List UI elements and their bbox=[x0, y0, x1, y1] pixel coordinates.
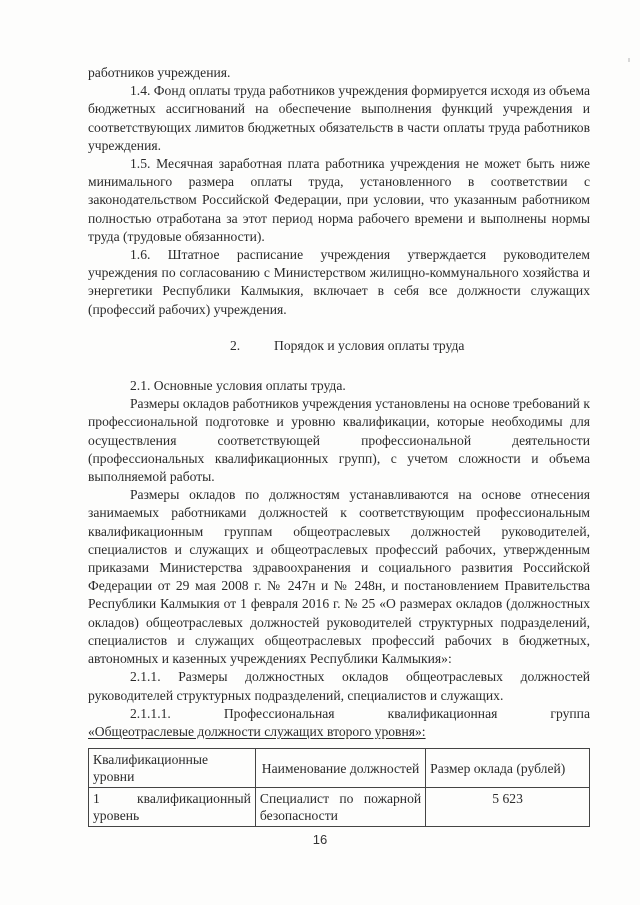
table-row bbox=[89, 788, 590, 827]
table-cell-salary: 5 623 bbox=[426, 788, 590, 827]
salary-table bbox=[88, 748, 590, 827]
paragraph-1-5: 1.5. Месячная заработная плата работника учреждения не может быть ниже минимального размера оплаты труда, установленного в соответствии с законодательством Российской Федерации, при условии, что указанным работником полностью отработана за этот период норма рабочего времени и выполнены нормы труда (трудовые обязанности). bbox=[88, 156, 590, 244]
paragraph-salary-basis: Размеры окладов работников учреждения установлены на основе требований к профессиональной подготовке и уровню квалификации, которые необходимы для осуществления соответствующей профессиональной деятельности (профессиональных квалификационных групп), с учетом сложности и объема выполняемой работы. bbox=[88, 396, 590, 485]
paragraph-2-1: 2.1. Основные условия оплаты труда. bbox=[130, 378, 346, 394]
scan-edge-mark bbox=[628, 58, 630, 62]
table-header-positions: Наименование должностей bbox=[255, 749, 425, 788]
table-header-salary: Размер оклада (рублей) bbox=[426, 749, 590, 788]
table-cell-position: Специалист по пожарной безопасности bbox=[255, 788, 425, 827]
section-heading bbox=[88, 337, 590, 355]
section-number: 2. bbox=[230, 337, 241, 353]
paragraph-carryover: работников учреждения. bbox=[88, 65, 231, 80]
page-number: 16 bbox=[312, 832, 328, 847]
paragraph-position-salaries: Размеры окладов по должностям устанавливаются на основе отнесения занимаемых работниками должностей к соответствующим профессиональным квалификационным группам общеотраслевых должностей руководителей, специалистов и служащих и общеотраслевых профессий рабочих, утвержденным приказами Министерства здравоохранения и социального развития Российской Федерации от 29 мая 2008 г. № 247н и № 248н, и постановлением Правительства Республики Калмыкия от 1 февраля 2016 г. № 25 «О размерах окладов (должностных окладов) общеотраслевых должностей руководителей структурных подразделений, специалистов и служащих общеотраслевых профессий рабочих в бюджетных, автономных и казенных учреждениях Республики Калмыкия»: bbox=[88, 487, 590, 667]
qualification-group-title: «Общеотраслевые должности служащих второго уровня»: bbox=[88, 723, 426, 739]
document-body bbox=[88, 64, 590, 741]
section-title: Порядок и условия оплаты труда bbox=[274, 337, 465, 353]
paragraph-2-1-1-1: 2.1.1.1. Профессиональная квалификационная группа bbox=[130, 705, 590, 721]
table-header-levels: Квалификационные уровни bbox=[89, 749, 256, 788]
paragraph-1-4: 1.4. Фонд оплаты труда работников учреждения формируется исходя из объема бюджетных ассигнований на обеспечение выполнения функций учреждения и соответствующих лимитов бюджетных обязательств в части оплаты труда работников учреждения. bbox=[88, 83, 590, 153]
table-cell-level: 1 квалификационный уровень bbox=[89, 788, 256, 827]
paragraph-1-6: 1.6. Штатное расписание учреждения утверждается руководителем учреждения по согласованию с Министерством жилищно-коммунального хозяйства и энергетики Республики Калмыкия, включает в себя все должности служащих (профессий рабочих) учреждения. bbox=[88, 247, 590, 317]
paragraph-2-1-1: 2.1.1. Размеры должностных окладов общеотраслевых должностей руководителей структурных подразделений, специалистов и служащих. bbox=[88, 669, 590, 703]
table-header-row bbox=[89, 749, 590, 788]
